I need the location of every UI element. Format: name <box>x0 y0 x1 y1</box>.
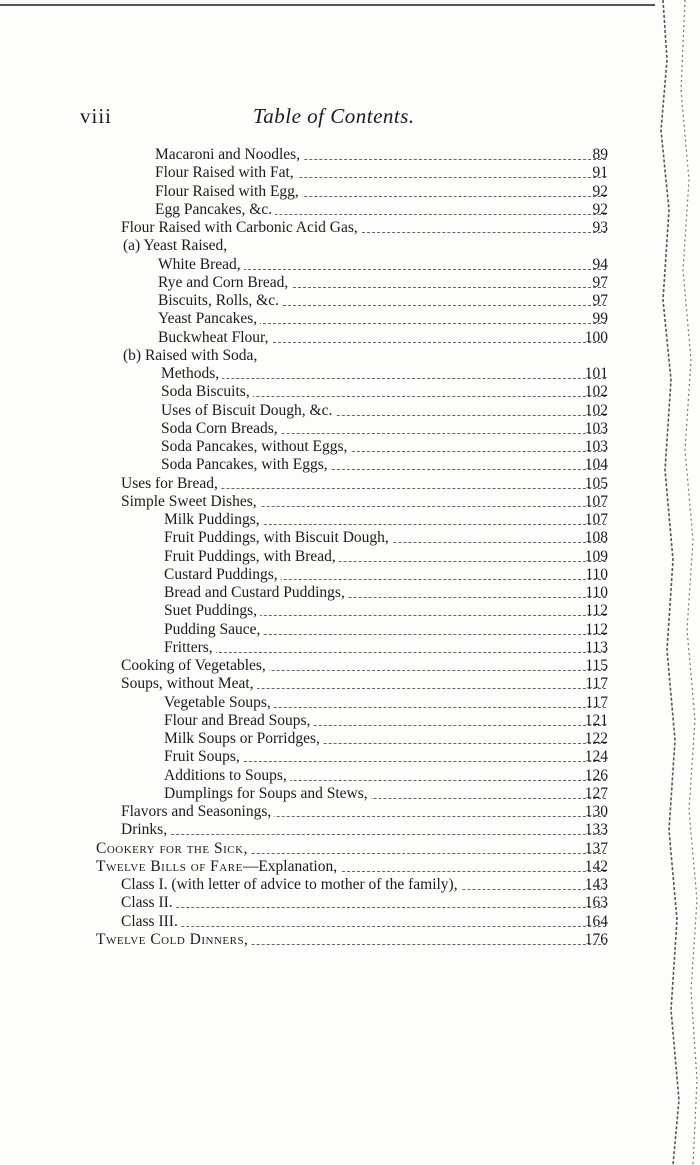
toc-entry-page: 99 <box>592 310 608 328</box>
toc-entry-page: 112 <box>585 602 608 620</box>
toc-entry-page: 97 <box>592 273 608 291</box>
toc-entry-page: 92 <box>592 200 608 218</box>
page-folio: viii <box>80 104 113 128</box>
toc-entry-label: Rye and Corn Bread, <box>158 274 291 292</box>
dot-leader <box>121 816 606 835</box>
table-of-contents <box>0 146 700 949</box>
toc-entry-page: 110 <box>585 584 608 601</box>
toc-entry-label: Additions to Soups, <box>164 767 290 785</box>
toc-entry-page: 115 <box>585 657 608 674</box>
toc-entry-label: Biscuits, Rolls, &c. <box>158 292 282 310</box>
toc-entry-page: 130 <box>584 803 608 820</box>
toc-entry <box>0 329 700 347</box>
page-header <box>80 104 610 134</box>
toc-entry-label: Bread and Custard Puddings, <box>164 584 348 602</box>
toc-entry-page: 89 <box>592 146 608 163</box>
toc-entry-page: 92 <box>592 182 608 200</box>
toc-entry-label: Soda Pancakes, without Eggs, <box>161 438 350 456</box>
toc-entry-page: 133 <box>584 821 608 839</box>
toc-entry-label: Soda Corn Breads, <box>161 420 281 438</box>
toc-entry-label: Uses of Biscuit Dough, &c. <box>161 402 335 420</box>
toc-entry-label: Fruit Puddings, with Bread, <box>164 548 339 566</box>
toc-entry-page: 122 <box>584 730 608 747</box>
toc-entry-label: Yeast Pancakes, <box>158 310 260 328</box>
toc-entry-page: 97 <box>592 292 608 309</box>
toc-entry-page: 137 <box>584 839 608 857</box>
toc-entry-label: Simple Sweet Dishes, <box>121 493 260 511</box>
dot-leader <box>164 634 606 653</box>
toc-entry-label: Class II. <box>121 894 176 912</box>
toc-entry-page: 127 <box>584 784 608 802</box>
toc-entry-label: Twelve Bills of Fare—Explanation, <box>96 858 340 876</box>
toc-entry-label: Fritters, <box>164 639 216 657</box>
toc-entry-label: Class I. (with letter of advice to mother of the family), <box>121 876 461 894</box>
toc-entry-label: Flour Raised with Egg, <box>155 183 302 201</box>
top-edge-rule <box>0 4 655 6</box>
toc-entry <box>0 219 700 237</box>
toc-entry-label: Macaroni and Noodles, <box>155 146 303 164</box>
toc-entry-page: 126 <box>584 766 608 784</box>
running-head: Table of Contents. <box>253 104 415 128</box>
toc-entry-page: 117 <box>585 693 608 711</box>
toc-entry-page: 100 <box>584 328 608 346</box>
toc-entry-label: Custard Puddings, <box>164 566 281 584</box>
toc-entry-page: 163 <box>584 894 608 912</box>
toc-entry-label: Twelve Cold Dinners, <box>96 931 251 949</box>
toc-entry-page: 104 <box>584 456 608 474</box>
toc-entry-page: 142 <box>584 857 608 875</box>
toc-entry-page: 117 <box>585 675 608 693</box>
toc-entry-label: Vegetable Soups, <box>164 694 274 712</box>
toc-entry-label: White Bread, <box>158 256 244 274</box>
toc-entry-page: 94 <box>592 255 608 273</box>
toc-entry-page: 108 <box>584 529 608 547</box>
toc-entry-label: Methods, <box>161 365 222 383</box>
toc-entry-page: 102 <box>584 383 608 401</box>
toc-entry-label: Milk Soups or Porridges, <box>164 730 323 748</box>
toc-entry-label: Milk Puddings, <box>164 511 263 529</box>
toc-entry-label: Soups, without Meat, <box>121 675 257 693</box>
toc-entry-page: 112 <box>585 620 608 638</box>
toc-entry-page: 107 <box>584 511 608 528</box>
toc-entry-label: Flour Raised with Fat, <box>155 164 297 182</box>
toc-entry-page: 113 <box>585 638 608 656</box>
toc-entry-label: Fruit Soups, <box>164 748 243 766</box>
toc-entry-label: Cooking of Vegetables, <box>121 657 269 675</box>
toc-entry-page: 107 <box>584 492 608 510</box>
toc-entry-label: Flour Raised with Carbonic Acid Gas, <box>121 219 361 237</box>
toc-entry-page: 121 <box>584 711 608 729</box>
toc-entry-page: 103 <box>584 438 608 455</box>
toc-entry-page: 124 <box>584 748 608 766</box>
toc-entry-page: 102 <box>584 401 608 419</box>
toc-entry-page: 91 <box>592 164 608 182</box>
toc-entry-label: Soda Biscuits, <box>161 383 253 401</box>
toc-entry-page: 93 <box>592 219 608 236</box>
toc-entry-label: Flour and Bread Soups, <box>164 712 313 730</box>
dot-leader <box>121 889 606 908</box>
toc-entry-label: Class III. <box>121 913 181 931</box>
toc-entry-label: (a) Yeast Raised, <box>123 237 230 255</box>
toc-entry-label: Suet Puddings, <box>164 602 260 620</box>
toc-entry-page: 109 <box>584 547 608 565</box>
toc-entry-page: 176 <box>584 930 608 948</box>
dot-leader <box>161 360 606 379</box>
toc-entry-page: 143 <box>584 876 608 893</box>
toc-entry-label: Buckwheat Flour, <box>158 329 271 347</box>
toc-entry-page: 110 <box>585 565 608 583</box>
toc-entry-label: Egg Pancakes, &c. <box>155 201 275 219</box>
toc-entry <box>0 931 700 949</box>
toc-entry-label: Fruit Puddings, with Biscuit Dough, <box>164 529 392 547</box>
toc-entry-label: (b) Raised with Soda, <box>123 347 260 365</box>
toc-entry-label: Uses for Bread, <box>121 475 221 493</box>
toc-entry-label: Soda Pancakes, with Eggs, <box>161 456 331 474</box>
toc-entry-label: Pudding Sauce, <box>164 621 263 639</box>
toc-entry-label: Drinks, <box>121 821 170 839</box>
toc-entry-page: 164 <box>584 912 608 930</box>
toc-entry-page: 101 <box>584 365 608 382</box>
dot-leader <box>121 908 606 927</box>
toc-entry-label: Dumplings for Soups and Stews, <box>164 785 371 803</box>
toc-entry-label: Flavors and Seasonings, <box>121 803 274 821</box>
toc-entry-page: 103 <box>584 419 608 437</box>
toc-entry-page: 105 <box>584 474 608 492</box>
toc-entry-label: Cookery for the Sick, <box>96 840 251 858</box>
